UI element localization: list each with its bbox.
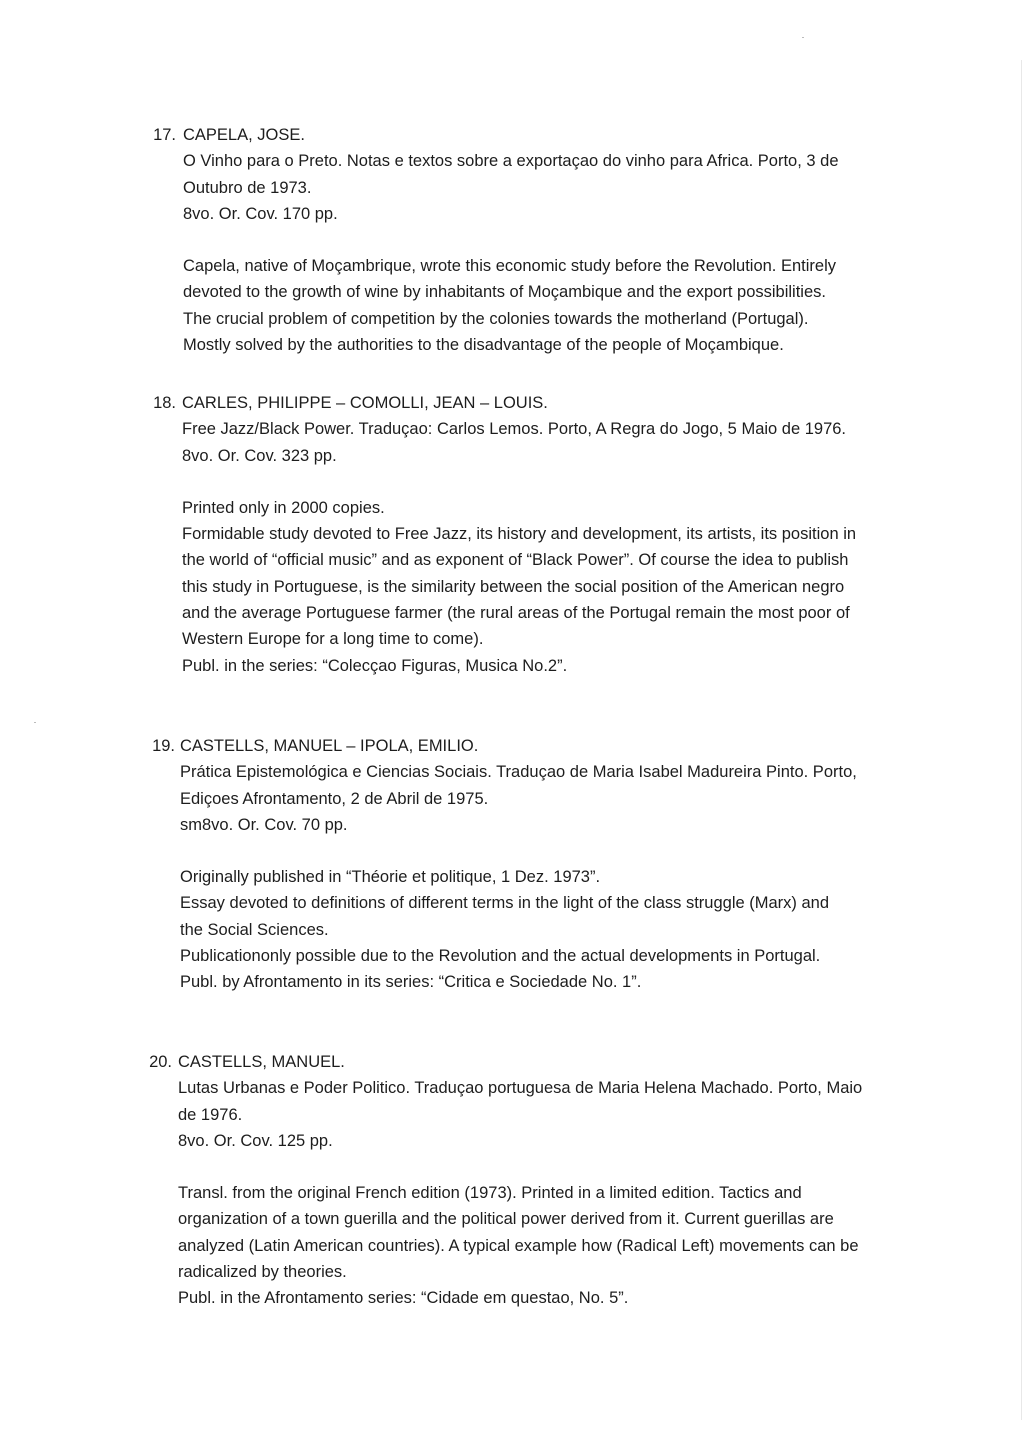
entry-number: 19. <box>152 737 175 755</box>
entry-title-line: Free Jazz/Black Power. Traduçao: Carlos Lemos. Porto, A Regra do Jogo, 5 Maio de 1976. <box>182 420 847 439</box>
entry-note-line: Western Europe for a long time to come). <box>182 630 484 649</box>
entry-heading: CARLES, PHILIPPE – COMOLLI, JEAN – LOUIS. <box>182 394 548 412</box>
entry-note-line: Formidable study devoted to Free Jazz, its history and development, its artists, its position in <box>182 525 857 544</box>
entry-note-line: devoted to the growth of wine by inhabitants of Moçambique and the export possibilities. <box>183 283 826 302</box>
entry-note-line: radicalized by theories. <box>178 1263 347 1282</box>
entry-note-line: this study in Portuguese, is the similarity between the social position of the American negro <box>182 577 845 596</box>
entry-note-line: Essay devoted to definitions of different terms in the light of the class struggle (Marx) and <box>180 894 830 913</box>
entry-format: 8vo. Or. Cov. 323 pp. <box>182 446 337 465</box>
entry-note-line: Publicationonly possible due to the Revolution and the actual developments in Portugal. <box>180 947 821 966</box>
entry-body <box>178 1049 898 1312</box>
entry-note-line: The crucial problem of competition by the colonies towards the motherland (Portugal). <box>183 309 809 328</box>
spacer <box>182 469 902 495</box>
entry-note-line: Transl. from the original French edition (1973). Printed in a limited edition. Tactics and <box>178 1184 802 1203</box>
entry-title-line: Ediçoes Afrontamento, 2 de Abril de 1975. <box>180 789 489 808</box>
entry-note-line: Mostly solved by the authorities to the disadvantage of the people of Moçambique. <box>183 336 784 355</box>
entry-number: 18. <box>153 394 176 412</box>
entry-number: 17. <box>153 126 176 144</box>
entry-format: sm8vo. Or. Cov. 70 pp. <box>180 815 348 834</box>
scan-edge-shadow <box>1021 60 1022 1420</box>
entry-note-line: Printed only in 2000 copies. <box>182 498 385 517</box>
scan-speck <box>34 722 36 723</box>
entry-note-line: Capela, native of Moçambrique, wrote this economic study before the Revolution. Entirely <box>183 257 836 276</box>
entry-format: 8vo. Or. Cov. 125 pp. <box>178 1131 333 1150</box>
entry-body <box>180 733 900 996</box>
entry-note-line: analyzed (Latin American countries). A typical example how (Radical Left) movements can be <box>178 1236 859 1255</box>
entry-title-line: Prática Epistemológica e Ciencias Sociais. Traduçao de Maria Isabel Madureira Pinto. Porto, <box>180 763 857 782</box>
entry-number: 20. <box>149 1053 172 1071</box>
entry-note-line: Publ. in the Afrontamento series: “Cidade em questao, No. 5”. <box>178 1289 629 1308</box>
entry-note-line: Publ. in the series: “Colecçao Figuras, Musica No.2”. <box>182 656 568 675</box>
spacer <box>183 227 903 253</box>
scan-speck <box>802 37 804 38</box>
entry-note-line: the world of “official music” and as exponent of “Black Power”. Of course the idea to publish <box>182 551 849 570</box>
entry-title-line: Outubro de 1973. <box>183 178 312 197</box>
spacer <box>178 1154 898 1180</box>
entry-title-line: O Vinho para o Preto. Notas e textos sobre a exportaçao do vinho para Africa. Porto, 3 de <box>183 152 839 171</box>
entry-note-line: the Social Sciences. <box>180 920 329 939</box>
entry-heading: CASTELLS, MANUEL. <box>178 1053 345 1071</box>
entry-note-line: Publ. by Afrontamento in its series: “Critica e Sociedade No. 1”. <box>180 973 642 992</box>
spacer <box>180 838 900 864</box>
entry-note-line: and the average Portuguese farmer (the rural areas of the Portugal remain the most poor of <box>182 604 850 623</box>
entry-heading: CAPELA, JOSE. <box>183 126 305 144</box>
entry-body <box>182 390 902 679</box>
entry-heading: CASTELLS, MANUEL – IPOLA, EMILIO. <box>180 737 479 755</box>
entry-title-line: de 1976. <box>178 1105 243 1124</box>
entry-title-line: Lutas Urbanas e Poder Politico. Traduçao portuguesa de Maria Helena Machado. Porto, Maio <box>178 1079 863 1098</box>
entry-note-line: Originally published in “Théorie et politique, 1 Dez. 1973”. <box>180 868 601 887</box>
entry-body <box>183 122 903 358</box>
entry-note-line: organization of a town guerilla and the political power derived from it. Current guerillas are <box>178 1210 834 1229</box>
entry-format: 8vo. Or. Cov. 170 pp. <box>183 204 338 223</box>
